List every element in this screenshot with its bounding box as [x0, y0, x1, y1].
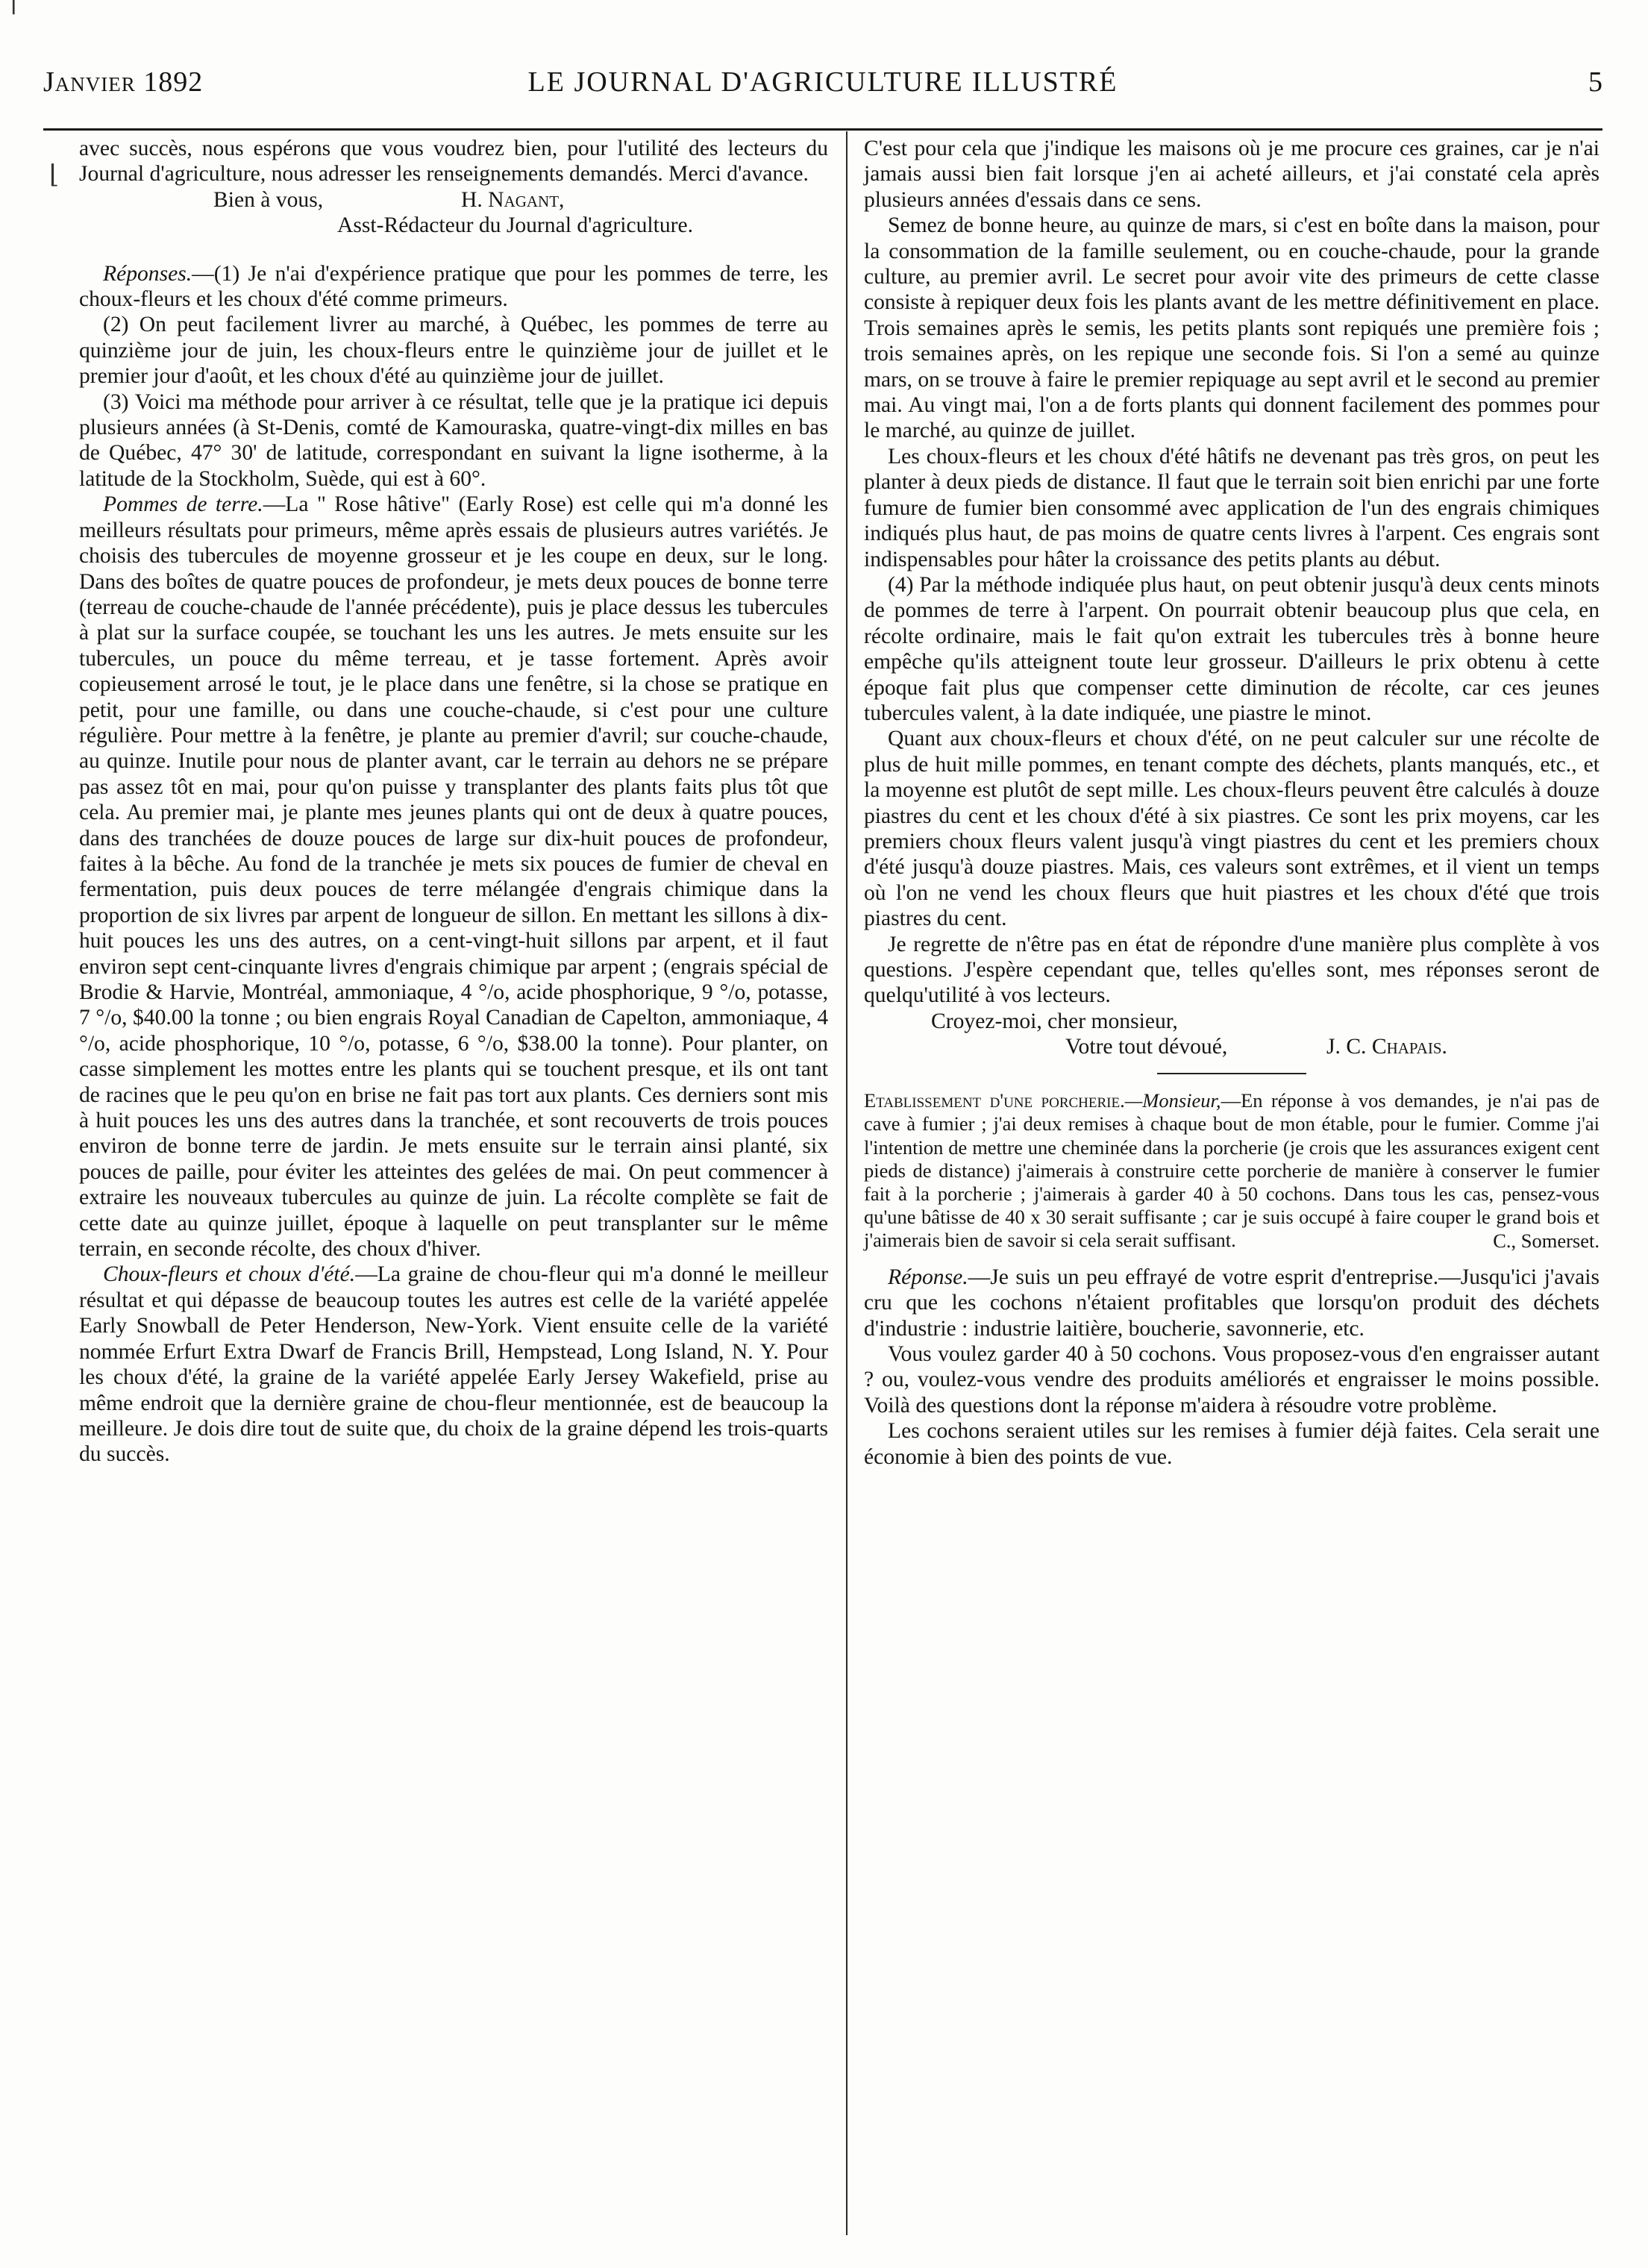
answer-4: (4) Par la méthode indiquée plus haut, on peut obtenir jusqu'à deux cents minots de pommes de terre à l'arpent. On pourrait obtenir beaucoup plus que cela, en récolte ordinaire, mais le fait qu'on extrait les tubercules très à bonne heure empêche qu'ils atteignent toute leur grosseur. D'ailleurs le prix obtenu à cette époque fait plus que compenser cette diminution de récolte, car ces jeunes tubercules valent, à la date indiquée, une piastre le minot. — [864, 572, 1600, 725]
question-salutation: —Monsieur, — [1124, 1089, 1221, 1112]
answer-lead: Réponses. — [103, 261, 192, 286]
reply-1-text: —Je suis un peu effrayé de votre esprit d'entreprise.—Jusqu'ici j'avais cru que les cochons n'étaient profitables que lorsqu'on produit des déchets d'industrie : industrie laitière, boucherie, savonnerie, etc. — [864, 1265, 1600, 1341]
closing-paragraph: Je regrette de n'être pas en état de répondre d'une manière plus complète à vos questions. J'espère cependant que, telles qu'elles sont, mes réponses seront de quelqu'utilité à vos lecteurs. — [864, 932, 1600, 1008]
chapais-signature — [864, 1034, 1600, 1059]
issue-date: Janvier 1892 — [43, 66, 204, 98]
signature-name-row — [79, 187, 828, 213]
spacing-paragraph: Les choux-fleurs et les choux d'été hâtifs ne devenant pas très gros, on peut les planter à deux pieds de distance. Il faut que le terrain soit bien enrichi par une forte fumure de fumier bien consommé avec application de l'un des engrais chimiques indiqués plus haut, de pas moins de quatre cents livres à l'arpent. Ces engrais sont indispensables pour hâter la croissance des petits plants au début. — [864, 444, 1600, 571]
answer-3: (3) Voici ma méthode pour arriver à ce résultat, telle que je la pratique ici depuis plusieurs années (à St-Denis, comté de Kamouraska, quatre-vingt-dix milles en bas de Québec, 47° 30' de latitude, correspondant en suivant la ligne isotherme, à la latitude de la Stockholm, Suède, qui est à 60°. — [79, 389, 828, 491]
reply-2: Vous voulez garder 40 à 50 cochons. Vous proposez-vous d'en engraisser autant ? ou, voulez-vous vendre des produits améliorés et engraisser le moins possible. Voilà des questions dont la réponse m'aidera à résoudre votre problème. — [864, 1342, 1600, 1418]
question-lead: Etablissement d'une porcherie. — [864, 1089, 1125, 1112]
margin-mark: ⌊ — [49, 161, 60, 189]
chapais-close — [864, 1009, 1600, 1034]
potatoes-lead: Pommes de terre. — [103, 492, 263, 517]
potatoes-section — [79, 492, 828, 1262]
signature-greeting: Bien à vous, — [213, 187, 324, 212]
answer-1 — [79, 261, 828, 313]
seed-paragraph: C'est pour cela que j'indique les maisons où je me procure ces graines, car je n'ai jamais aussi bien fait lorsque j'en ai acheté ailleurs, et j'ai constaté cela après plusieurs années d'essais dans ce sens. — [864, 137, 1600, 212]
signature-close: Croyez-moi, cher monsieur, — [931, 1009, 1178, 1033]
answer-2: (2) On peut facilement livrer au marché, à Québec, les pommes de terre au quinzième jour de juin, les choux-fleurs entre le quinzième jour de juillet et le premier jour d'août, et les choux d'été au quinzième jour de juillet. — [79, 313, 828, 389]
question-text: —En réponse à vos demandes, je n'ai pas de cave à fumier ; j'ai deux remises à chaque bout de mon étable, pour le fumier. Comme j'ai l'intention de mettre une cheminée dans la porcherie (je crois que les assurances exigent cent pieds de distance) j'aimerais à construire cette porcherie de manière à conserver le fumier fait à la porcherie ; j'aimerais à garder 40 à 50 cochons. Dans tous les cas, pensez-vous qu'une bâtisse de 40 x 30 serait suffisante ; car je suis occupé à faire couper le grand bois et j'aimerais bien de savoir si cela serait suffisant. — [864, 1089, 1600, 1252]
section-rule — [1157, 1073, 1306, 1074]
signature-name: H. Nagant, — [461, 188, 565, 213]
cauliflower-text: —La graine de chou-fleur qui m'a donné le meilleur résultat et qui dépasse de beaucoup toutes les autres est celle de la variété appelée Early Snowball de Peter Henderson, New-York. Vient ensuite celle de la variété nommée Erfurt Extra Dwarf de Francis Brill, Hempstead, Long Island, N. Y. Pour les choux d'été, la graine de la variété appelée Early Jersey Wakefield, prise au même endroit que la dernière graine de chou-fleur mentionnée, est de beaucoup la meilleure. Je dois dire tout de suite que, du choix de la graine dépend les trois-quarts du succès. — [79, 1262, 829, 1467]
answer-1-text: —(1) Je n'ai d'expérience pratique que pour les pommes de terre, les choux-fleurs et les choux d'été comme primeurs. — [79, 261, 828, 312]
page-header — [43, 66, 1602, 103]
signature-devoted: Votre tout dévoué, — [1065, 1035, 1228, 1059]
reply-1 — [864, 1265, 1600, 1341]
question-signature: C., Somerset. — [1493, 1229, 1600, 1252]
column-divider — [846, 131, 848, 2235]
journal-title: LE JOURNAL D'AGRICULTURE ILLUSTRÉ — [527, 66, 1118, 98]
yield-paragraph: Quant aux choux-fleurs et choux d'été, on ne peut calculer sur une récolte de plus de huit mille pommes, en tenant compte des déchets, plants manqués, etc., et la moyenne est plutôt de sept mille. Les choux-fleurs peuvent être calculés à douze piastres du cent et les choux d'été à six piastres. Ce sont les prix moyens, car les premiers choux fleurs valent jusqu'à vingt piastres du cent et les premiers choux d'été jusqu'à douze piastres. Mais, ces valeurs sont extrêmes, et il vient un temps où l'on ne vend les choux fleurs que huit piastres et les choux d'été que trois piastres du cent. — [864, 727, 1600, 931]
intro-paragraph: avec succès, nous espérons que vous voudrez bien, pour l'utilité des lecteurs du Journal d'agriculture, nous adresser les renseignements demandés. Merci d'avance. — [79, 137, 828, 187]
header-rule — [43, 128, 1602, 131]
potatoes-text: —La " Rose hâtive" (Early Rose) est celle qui m'a donné les meilleurs résultats pour primeurs, même après essais de plusieurs autres variétés. Je choisis des tubercules de moyenne grosseur et je les coupe en deux, sur le long. Dans des boîtes de quatre pouces de profondeur, je mets deux pouces de bonne terre (terreau de couche-chaude de l'année précédente), puis je place dessus les tubercules à plat sur la surface coupée, se touchant les uns les autres. Je mets ensuite sur les tubercules, un pouce du même terreau, et je tasse fortement. Après avoir copieusement arrosé le tout, je le place dans une fenêtre, si la chose se pratique en petit, pour une famille, ou dans une couche-chaude, si c'est pour une culture régulière. Pour mettre à la fenêtre, je plante au premier d'avril; sur couche-chaude, au quinze. Inutile pour nous de planter avant, car le terrain au dehors ne se prépare pas assez tôt en mai, pour qu'on puisse y transplanter des plants faits plus tôt que cela. Au premier mai, je plante mes jeunes plants qui ont de deux à quatre pouces, dans des tranchées de douze pouces de large sur dix-huit pouces de profondeur, faites à la bêche. Au fond de la tranchée je mets six pouces de fumier de cheval en fermentation, puis deux pouces de terre mélangée d'engrais chimique dans la proportion de six livres par arpent de longueur de sillon. En mettant les sillons à dix-huit pouces les uns des autres, on a cent-vingt-huit sillons par arpent, et il faut environ sept cent-cinquante livres d'engrais chimique par arpent ; (engrais spécial de Brodie & Harvie, Montréal, ammoniaque, 4 °/o, acide phosphorique, 9 °/o, potasse, 7 °/o, $40.00 la tonne ; ou bien engrais Royal Canadian de Capelton, ammoniaque, 4 °/o, acide phosphorique, 10 °/o, potasse, 6 °/o, $38.00 la tonne). Pour planter, on casse simplement les mottes entre les plants qui se touchent presque, et ils ont tant de racines que le peu qu'on en brise ne fait pas tort aux plants. Ces derniers sont mis à huit pouces les uns des autres dans la tranchée, et sont recouverts de trois pouces environ de bonne terre de jardin. Je mets ensuite sur le terrain ainsi planté, six pouces de paille, pour éviter les atteintes des gelées de mai. On peut commencer à extraire les nouveaux tubercules au quinze de juin. La récolte complète se fait de cette date au quinze juillet, époque à laquelle on peut transplanter sur le même terrain, en seconde récolte, des choux d'hiver. — [79, 492, 828, 1262]
sowing-paragraph: Semez de bonne heure, au quinze de mars, si c'est en boîte dans la maison, pour la consommation de la famille seulement, ou en couche-chaude, pour la grande culture, au premier avril. Le secret pour avoir vite des primeurs de cette classe consiste à repiquer deux fois les plants avant de les mettre définitivement en place. Trois semaines après le semis, les petits plants sont repiqués une première fois ; trois semaines après, on les repique une seconde fois. Si l'on a semé au quinze mars, on se trouve à faire le premier repiquage au sept avril et le second au premier mai. Au vingt mai, l'on a de forts plants qui donnent facilement des pommes pour le marché, au quinze de juillet. — [864, 213, 1600, 443]
margin-mark: ╵ — [6, 1, 22, 29]
right-column — [864, 136, 1600, 1470]
cauliflower-lead: Choux-fleurs et choux d'été. — [103, 1262, 356, 1287]
pigsty-question — [864, 1089, 1600, 1253]
cauliflower-section — [79, 1262, 828, 1467]
reply-3: Les cochons seraient utiles sur les remises à fumier déjà faites. Cela serait une économie à bien des points de vue. — [864, 1419, 1600, 1469]
signature-name: J. C. Chapais. — [1326, 1035, 1447, 1059]
signature-title-row — [79, 213, 828, 238]
reply-lead: Réponse. — [888, 1265, 968, 1289]
left-column — [79, 136, 828, 1467]
signature-title: Asst-Rédacteur du Journal d'agriculture. — [337, 213, 694, 238]
page-number: 5 — [1588, 66, 1602, 98]
